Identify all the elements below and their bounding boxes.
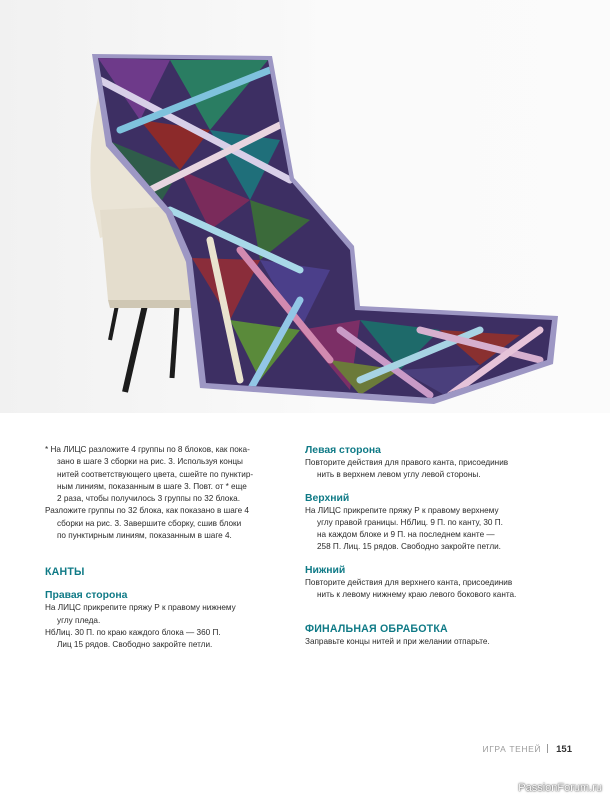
right-side-heading: Правая сторона <box>45 590 128 602</box>
layout-line-3: по пунктирным линиям, показанным в шаге 4. <box>57 531 232 541</box>
left-side-line-1: Повторите действия для правого канта, присоединив <box>305 458 509 467</box>
right-side-line-4: Лиц 15 рядов. Свободно закройте петли. <box>57 640 213 650</box>
kanty-heading: КАНТЫ <box>45 566 85 579</box>
assembly-line-4: ным линиям, показанным в шаге 3. Повт. от * еще <box>57 481 247 491</box>
final-heading: ФИНАЛЬНАЯ ОБРАБОТКА <box>305 623 448 636</box>
top-line-3: на каждом блоке и 9 П. на последнем канте — <box>317 530 495 540</box>
top-heading: Верхний <box>305 492 350 504</box>
assembly-line-1: * На ЛИЦС разложите 4 группы по 8 блоков, как пока- <box>45 445 250 454</box>
page-footer <box>483 744 572 755</box>
assembly-line-2: зано в шаге 3 сборки на рис. 3. Используя концы <box>57 457 243 467</box>
right-side-line-2: углу пледа. <box>57 615 101 625</box>
right-side-line-3: НбЛиц. 30 П. по краю каждого блока — 360 П. <box>45 627 221 637</box>
layout-line-1: Разложите группы по 32 блока, как показано в шаге 4 <box>45 506 249 516</box>
right-column <box>305 444 575 649</box>
assembly-line-5: 2 раза, чтобы получилось 3 группы по 32 блока. <box>57 494 240 504</box>
top-line-2: углу правой границы. НбЛиц. 9 П. по канту, 30 П. <box>317 517 503 527</box>
assembly-line-3: нитей соответствующего цвета, сшейте по пунктир- <box>57 469 254 479</box>
section-title: ИГРА ТЕНЕЙ <box>482 744 542 754</box>
right-side-line-1: На ЛИЦС прикрепите пряжу Р к правому нижнему <box>45 603 236 613</box>
bottom-line-2: нить к левому нижнему краю левого бокового канта. <box>317 590 517 600</box>
top-line-4: 258 П. Лиц. 15 рядов. Свободно закройте петли. <box>317 542 501 552</box>
watermark: PassionForum.ru <box>518 782 602 794</box>
left-side-heading: Левая сторона <box>305 445 381 456</box>
final-line-1: Заправьте концы нитей и при желании отпарьте. <box>305 637 490 647</box>
top-line-1: На ЛИЦС прикрепите пряжу Р к правому верхнему <box>305 505 499 515</box>
layout-line-2: сборки на рис. 3. Завершите сборку, сшив блоки <box>57 518 242 528</box>
left-column <box>45 444 285 652</box>
bottom-heading: Нижний <box>305 564 346 576</box>
left-side-line-2: нить в верхнем левом углу левой стороны. <box>317 470 481 480</box>
page-number: 151 <box>556 744 572 755</box>
bottom-line-1: Повторите действия для верхнего канта, присоединив <box>305 577 513 587</box>
footer-divider <box>547 744 548 753</box>
